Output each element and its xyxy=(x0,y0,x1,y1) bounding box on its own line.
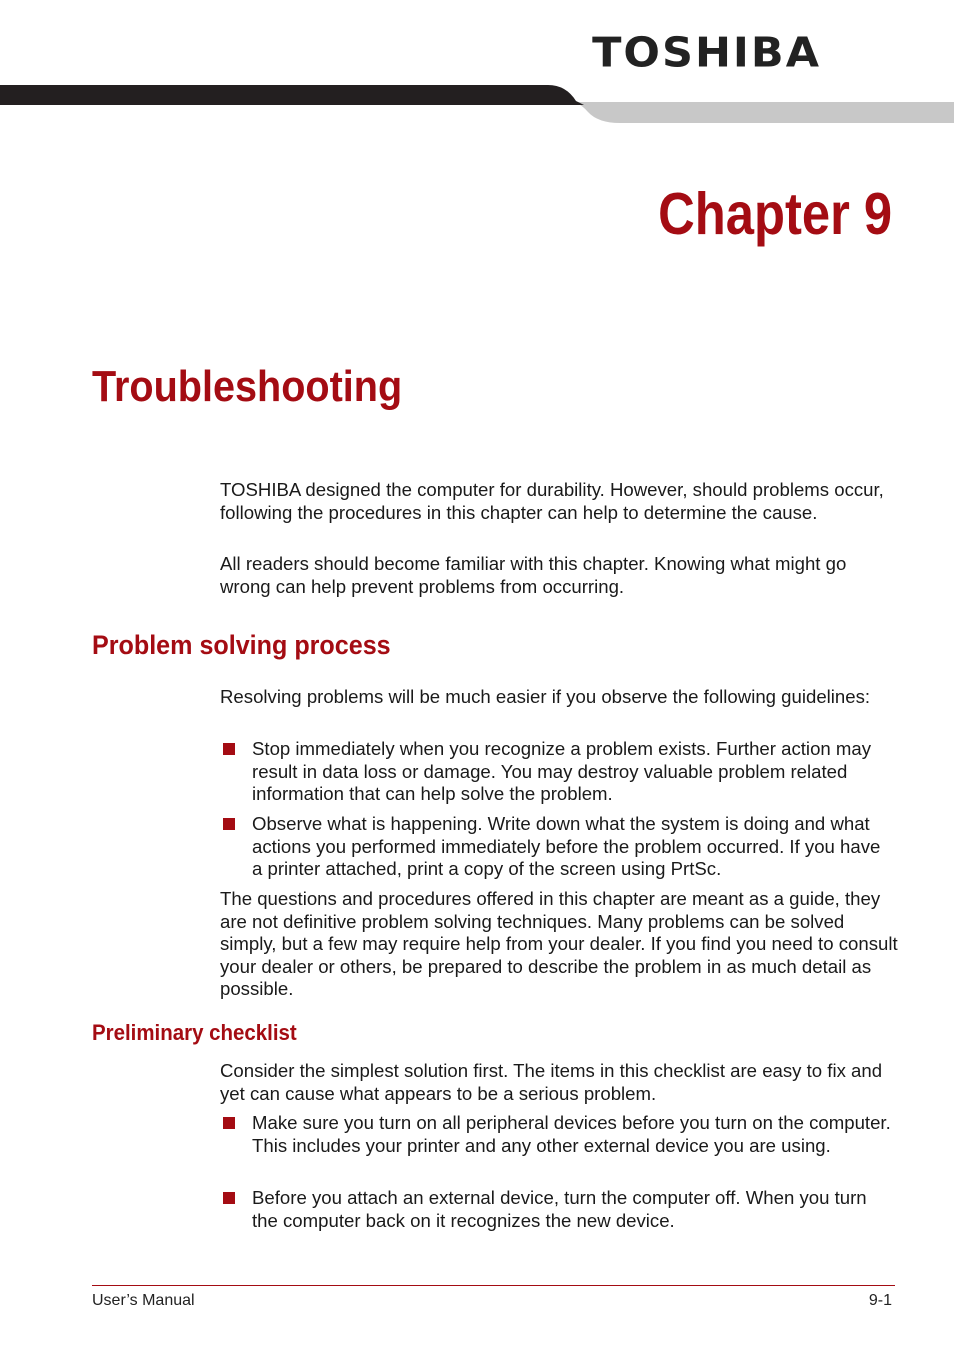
header-band xyxy=(0,84,954,126)
subsection-lead: Consider the simplest solution first. The items in this checklist are easy to fix and yet can cause what appears to be a serious problem. xyxy=(220,1060,883,1104)
bullet-square-icon xyxy=(223,743,235,755)
section-heading: Problem solving process xyxy=(92,630,391,660)
list-item xyxy=(220,738,892,806)
list-item-text: Before you attach an external device, turn the computer off. When you turn the computer back on it recognizes the new device. xyxy=(252,1187,867,1231)
page-number: 9-1 xyxy=(868,1292,892,1309)
brand-logo: TOSHIBA xyxy=(592,29,821,77)
list-item xyxy=(220,1112,892,1157)
bullet-square-icon xyxy=(223,1192,235,1204)
intro-paragraph: TOSHIBA designed the computer for durability. However, should problems occur, following the procedures in this chapter can help to determine the cause. xyxy=(220,479,884,523)
list-item-text: Stop immediately when you recognize a problem exists. Further action may result in data loss or damage. You may destroy valuable problem related information that can help solve the problem. xyxy=(252,738,872,805)
page-title: Troubleshooting xyxy=(92,362,403,411)
footer-manual-name: User’s Manual xyxy=(92,1292,195,1309)
subsection-heading: Preliminary checklist xyxy=(92,1020,297,1045)
chapter-label: Chapter 9 xyxy=(657,181,892,247)
section-closing: The questions and procedures offered in this chapter are meant as a guide, they are not definitive problem solving techniques. Many problems can be solved simply, but a few may require help from your dealer. If you find you need to consult your dealer or others, be prepared to describe the problem in as much detail as possible. xyxy=(220,888,898,1000)
list-item xyxy=(220,1187,892,1232)
header-band-light xyxy=(560,98,954,123)
list-item-text: Observe what is happening. Write down what the system is doing and what actions you performed immediately before the problem occurred. If you have a printer attached, print a copy of the screen using PrtSc. xyxy=(252,813,881,880)
footer-rule xyxy=(92,1285,895,1286)
intro-paragraph: All readers should become familiar with this chapter. Knowing what might go wrong can help prevent problems from occurring. xyxy=(220,553,847,597)
section-lead: Resolving problems will be much easier if you observe the following guidelines: xyxy=(220,686,871,707)
bullet-square-icon xyxy=(223,818,235,830)
list-item-text: Make sure you turn on all peripheral devices before you turn on the computer. This includes your printer and any other external device you are using. xyxy=(252,1112,891,1156)
bullet-square-icon xyxy=(223,1117,235,1129)
header-band-dark xyxy=(0,85,584,105)
list-item xyxy=(220,813,892,881)
